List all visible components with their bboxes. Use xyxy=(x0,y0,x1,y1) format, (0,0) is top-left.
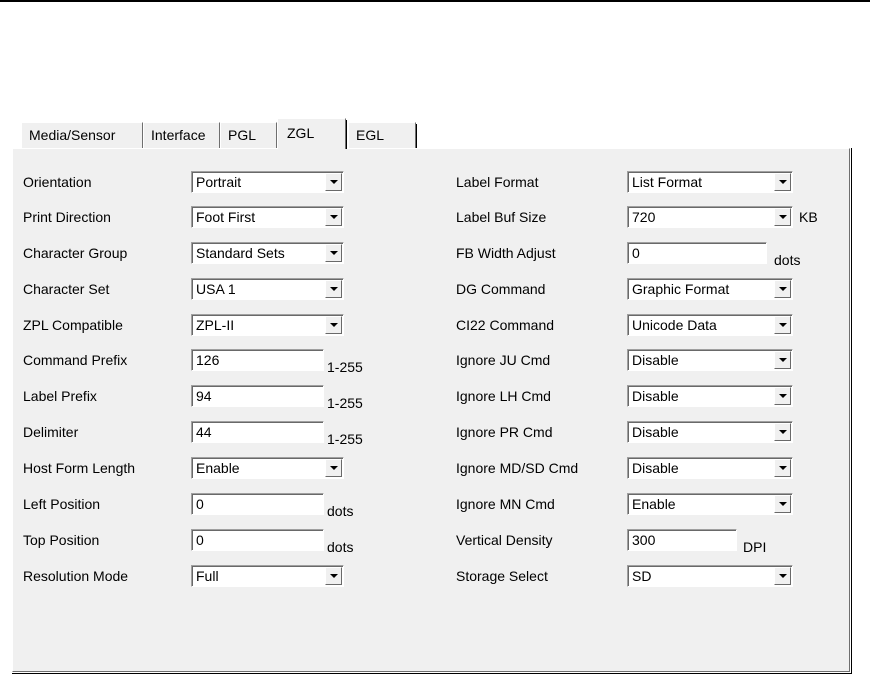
label-prefix-range: 1-255 xyxy=(327,395,363,411)
print-direction-value: Foot First xyxy=(196,209,256,225)
vertical-density-value: 300 xyxy=(632,532,656,548)
label-format-select[interactable] xyxy=(627,171,793,193)
print-direction-select[interactable] xyxy=(191,206,344,228)
command-prefix-value: 126 xyxy=(196,352,220,368)
left-position-label: Left Position xyxy=(23,496,101,512)
top-position-field[interactable] xyxy=(191,529,324,551)
label-buf-size-value: 720 xyxy=(632,209,656,225)
tab-label: Interface xyxy=(151,127,206,143)
ignore-lh-cmd-select[interactable] xyxy=(627,385,793,407)
ignore-lh-cmd-value: Disable xyxy=(632,388,679,404)
vertical-density-field[interactable] xyxy=(627,529,737,551)
top-position-value: 0 xyxy=(196,532,204,548)
command-prefix-field[interactable] xyxy=(191,349,324,371)
left-position-value: 0 xyxy=(196,496,204,512)
resolution-mode-value: Full xyxy=(196,568,219,584)
chevron-down-icon[interactable] xyxy=(325,280,342,298)
storage-select-select[interactable] xyxy=(627,565,793,587)
ignore-pr-cmd-label: Ignore PR Cmd xyxy=(456,424,553,440)
character-set-value: USA 1 xyxy=(196,281,236,297)
tab-zgl[interactable] xyxy=(277,118,346,149)
resolution-mode-select[interactable] xyxy=(191,565,344,587)
orientation-select[interactable] xyxy=(191,171,344,193)
label-prefix-value: 94 xyxy=(196,388,212,404)
chevron-down-icon[interactable] xyxy=(774,173,791,191)
ignore-md-sd-cmd-select[interactable] xyxy=(627,457,793,479)
dg-command-value: Graphic Format xyxy=(632,281,730,297)
ignore-md-sd-cmd-label: Ignore MD/SD Cmd xyxy=(456,460,579,476)
chevron-down-icon[interactable] xyxy=(325,244,342,262)
label-prefix-field[interactable] xyxy=(191,385,324,407)
print-direction-label: Print Direction xyxy=(23,209,111,225)
ci22-command-select[interactable] xyxy=(627,314,793,336)
command-prefix-range: 1-255 xyxy=(327,359,363,375)
command-prefix-label: Command Prefix xyxy=(23,352,128,368)
label-format-label: Label Format xyxy=(456,174,539,190)
tab-egl[interactable] xyxy=(348,122,416,148)
tab-media-sensor[interactable] xyxy=(21,122,143,148)
fb-width-adjust-value: 0 xyxy=(632,245,640,261)
host-form-length-select[interactable] xyxy=(191,457,344,479)
ci22-command-value: Unicode Data xyxy=(632,317,717,333)
character-set-select[interactable] xyxy=(191,278,344,300)
storage-select-value: SD xyxy=(632,568,652,584)
storage-select-label: Storage Select xyxy=(456,568,548,584)
ignore-lh-cmd-label: Ignore LH Cmd xyxy=(456,388,551,404)
chevron-down-icon[interactable] xyxy=(774,567,791,585)
ignore-pr-cmd-select[interactable] xyxy=(627,421,793,443)
chevron-down-icon[interactable] xyxy=(325,459,342,477)
dg-command-label: DG Command xyxy=(456,281,546,297)
chevron-down-icon[interactable] xyxy=(774,351,791,369)
chevron-down-icon[interactable] xyxy=(774,495,791,513)
chevron-down-icon[interactable] xyxy=(774,423,791,441)
character-group-value: Standard Sets xyxy=(196,245,285,261)
orientation-label: Orientation xyxy=(23,174,92,190)
zpl-compatible-select[interactable] xyxy=(191,314,344,336)
vertical-density-unit: DPI xyxy=(743,539,767,555)
dg-command-select[interactable] xyxy=(627,278,793,300)
chevron-down-icon[interactable] xyxy=(325,567,342,585)
character-group-label: Character Group xyxy=(23,245,128,261)
top-position-label: Top Position xyxy=(23,532,100,548)
label-prefix-label: Label Prefix xyxy=(23,388,97,404)
chevron-down-icon[interactable] xyxy=(774,208,791,226)
ignore-ju-cmd-label: Ignore JU Cmd xyxy=(456,352,551,368)
vertical-density-label: Vertical Density xyxy=(456,532,553,548)
fb-width-adjust-field[interactable] xyxy=(627,242,767,264)
zpl-compatible-label: ZPL Compatible xyxy=(23,317,123,333)
delimiter-label: Delimiter xyxy=(23,424,79,440)
ignore-mn-cmd-label: Ignore MN Cmd xyxy=(456,496,555,512)
orientation-value: Portrait xyxy=(196,174,242,190)
ignore-ju-cmd-value: Disable xyxy=(632,352,679,368)
ignore-mn-cmd-select[interactable] xyxy=(627,493,793,515)
fb-width-adjust-unit: dots xyxy=(774,252,801,268)
top-position-unit: dots xyxy=(327,539,354,555)
label-buf-size-label: Label Buf Size xyxy=(456,209,547,225)
chevron-down-icon[interactable] xyxy=(774,280,791,298)
chevron-down-icon[interactable] xyxy=(774,316,791,334)
host-form-length-label: Host Form Length xyxy=(23,460,136,476)
ignore-pr-cmd-value: Disable xyxy=(632,424,679,440)
chevron-down-icon[interactable] xyxy=(325,316,342,334)
delimiter-value: 44 xyxy=(196,424,212,440)
resolution-mode-label: Resolution Mode xyxy=(23,568,129,584)
fb-width-adjust-label: FB Width Adjust xyxy=(456,245,556,261)
tab-label: Media/Sensor xyxy=(29,127,116,143)
delimiter-range: 1-255 xyxy=(327,431,363,447)
character-group-select[interactable] xyxy=(191,242,344,264)
host-form-length-value: Enable xyxy=(196,460,240,476)
ignore-mn-cmd-value: Enable xyxy=(632,496,676,512)
ci22-command-label: CI22 Command xyxy=(456,317,555,333)
top-divider-line xyxy=(0,0,870,2)
left-position-field[interactable] xyxy=(191,493,324,515)
ignore-ju-cmd-select[interactable] xyxy=(627,349,793,371)
label-format-value: List Format xyxy=(632,174,703,190)
tab-label: ZGL xyxy=(287,125,315,141)
delimiter-field[interactable] xyxy=(191,421,324,443)
chevron-down-icon[interactable] xyxy=(774,387,791,405)
tab-pgl[interactable] xyxy=(220,122,277,148)
tab-label: PGL xyxy=(228,127,257,143)
chevron-down-icon[interactable] xyxy=(774,459,791,477)
tab-label: EGL xyxy=(356,127,385,143)
chevron-down-icon[interactable] xyxy=(325,173,342,191)
character-set-label: Character Set xyxy=(23,281,110,297)
left-position-unit: dots xyxy=(327,503,354,519)
ignore-md-sd-cmd-value: Disable xyxy=(632,460,679,476)
chevron-down-icon[interactable] xyxy=(325,208,342,226)
label-buf-size-unit: KB xyxy=(799,209,818,225)
tab-interface[interactable] xyxy=(143,122,220,148)
label-buf-size-select[interactable] xyxy=(627,206,793,228)
zpl-compatible-value: ZPL-II xyxy=(196,317,235,333)
